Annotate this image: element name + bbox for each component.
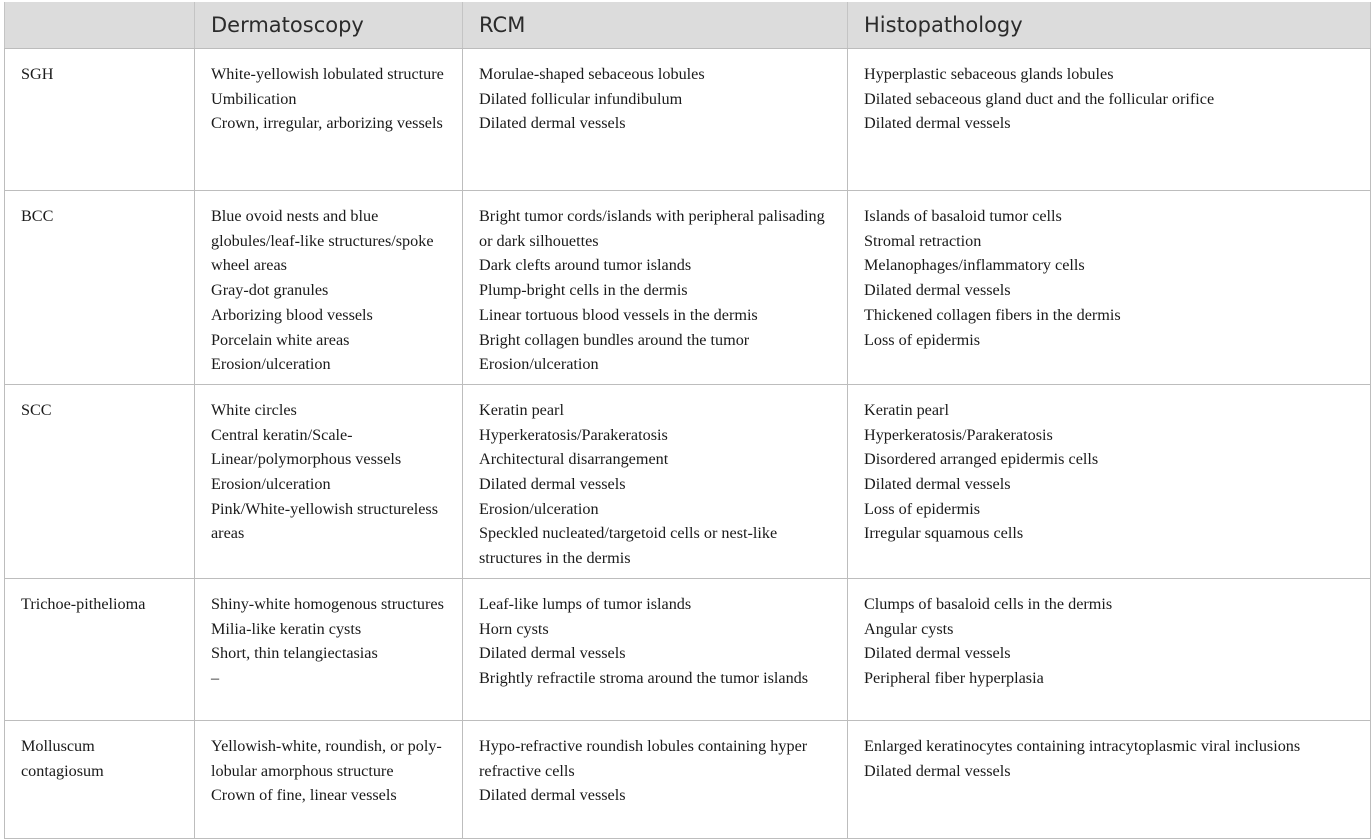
finding: Pink/White-yellowish structureless areas	[211, 499, 439, 543]
finding: Linear tortuous blood vessels in the dermis	[479, 305, 758, 324]
finding: Bright tumor cords/islands with peripheral palisading or dark silhouettes	[479, 207, 825, 250]
finding: Hyperkeratosis/Parakeratosis	[479, 425, 668, 444]
finding: Loss of epidermis	[864, 499, 980, 518]
row-label-sgh: SGH	[5, 49, 195, 191]
dermatoscopy-cell	[195, 720, 463, 838]
finding: Speckled nucleated/targetoid cells or nest-like structures in the dermis	[479, 524, 778, 568]
rcm-cell	[463, 191, 848, 385]
finding: Leaf-like lumps of tumor islands	[479, 594, 692, 613]
finding: Dilated dermal vessels	[864, 281, 1011, 300]
rcm-cell	[463, 49, 848, 191]
table-row	[5, 191, 1371, 385]
finding: Yellowish-white, roundish, or poly-lobular amorphous structure	[211, 736, 442, 780]
header-rcm: RCM	[463, 2, 848, 49]
finding: Dilated dermal vessels	[864, 644, 1011, 663]
finding: Islands of basaloid tumor cells	[864, 207, 1062, 225]
histopathology-cell	[848, 578, 1371, 720]
finding: Short, thin telangiectasias	[211, 644, 378, 663]
finding: Umbilication	[211, 89, 297, 108]
finding: Melanophages/inflammatory cells	[864, 256, 1085, 275]
finding: Dilated dermal vessels	[864, 475, 1011, 494]
row-label-molluscum: Molluscum contagiosum	[5, 720, 195, 838]
histopathology-cell	[848, 191, 1371, 385]
finding: Porcelain white areas	[211, 330, 350, 349]
finding: Dark clefts around tumor islands	[479, 256, 692, 275]
finding: Dilated dermal vessels	[479, 475, 626, 494]
finding: Dilated dermal vessels	[864, 114, 1011, 133]
table-row	[5, 384, 1371, 578]
finding: Dilated sebaceous gland duct and the follicular orifice	[864, 89, 1215, 108]
finding: Keratin pearl	[479, 400, 564, 419]
finding: Peripheral fiber hyperplasia	[864, 668, 1044, 687]
finding: Hyperplastic sebaceous glands lobules	[864, 65, 1114, 83]
finding: Brightly refractile stroma around the tumor islands	[479, 668, 809, 687]
finding: –	[211, 668, 220, 687]
finding: Gray-dot granules	[211, 281, 329, 300]
rcm-cell	[463, 578, 848, 720]
row-label-trichoepithelioma: Trichoe-pithelioma	[5, 578, 195, 720]
rcm-cell	[463, 384, 848, 578]
comparison-table	[4, 2, 1371, 839]
finding: Irregular squamous cells	[864, 524, 1024, 543]
finding: Dilated dermal vessels	[479, 786, 626, 805]
finding: Shiny-white homogenous structures	[211, 594, 444, 613]
finding: Erosion/ulceration	[211, 355, 331, 374]
finding: Dilated dermal vessels	[479, 114, 626, 133]
table-row	[5, 720, 1371, 838]
finding: White circles	[211, 400, 297, 419]
finding: Stromal retraction	[864, 231, 982, 250]
finding: Disordered arranged epidermis cells	[864, 450, 1099, 469]
finding: Angular cysts	[864, 619, 954, 638]
table-header	[5, 2, 1371, 49]
header-row	[5, 2, 1371, 49]
finding: Arborizing blood vessels	[211, 305, 373, 324]
dermatoscopy-cell	[195, 384, 463, 578]
table-row	[5, 49, 1371, 191]
finding: Clumps of basaloid cells in the dermis	[864, 594, 1113, 613]
row-label-bcc: BCC	[5, 191, 195, 385]
finding: Horn cysts	[479, 619, 549, 638]
finding: White-yellowish lobulated structure	[211, 65, 444, 83]
finding: Hyperkeratosis/Parakeratosis	[864, 425, 1053, 444]
finding: Dilated dermal vessels	[479, 644, 626, 663]
finding: Milia-like keratin cysts	[211, 619, 362, 638]
rcm-cell	[463, 720, 848, 838]
finding: Dilated dermal vessels	[864, 761, 1011, 780]
table-row	[5, 578, 1371, 720]
dermatoscopy-cell	[195, 578, 463, 720]
finding: Erosion/ulceration	[211, 475, 331, 494]
finding: Architectural disarrangement	[479, 450, 669, 469]
dermatoscopy-cell	[195, 191, 463, 385]
finding: Bright collagen bundles around the tumor	[479, 330, 750, 349]
finding: Plump-bright cells in the dermis	[479, 281, 688, 300]
finding: Central keratin/Scale-	[211, 425, 353, 444]
row-label-scc: SCC	[5, 384, 195, 578]
finding: Loss of epidermis	[864, 330, 980, 349]
finding: Morulae-shaped sebaceous lobules	[479, 65, 705, 83]
header-cell-blank	[5, 2, 195, 49]
finding: Dilated follicular infundibulum	[479, 89, 683, 108]
finding: Thickened collagen fibers in the dermis	[864, 305, 1121, 324]
finding: Erosion/ulceration	[479, 355, 599, 374]
finding: Crown of fine, linear vessels	[211, 786, 397, 805]
histopathology-cell	[848, 720, 1371, 838]
histopathology-cell	[848, 49, 1371, 191]
histopathology-cell	[848, 384, 1371, 578]
finding: Keratin pearl	[864, 400, 949, 419]
table-body	[5, 49, 1371, 839]
finding: Enlarged keratinocytes containing intracytoplasmic viral inclusions	[864, 736, 1301, 755]
dermatoscopy-cell	[195, 49, 463, 191]
finding: Linear/polymorphous vessels	[211, 450, 402, 469]
finding: Blue ovoid nests and blue globules/leaf-like structures/spoke wheel areas	[211, 207, 434, 275]
finding: Hypo-refractive roundish lobules containing hyper refractive cells	[479, 736, 808, 780]
header-dermatoscopy: Dermatoscopy	[195, 2, 463, 49]
header-histopathology: Histopathology	[848, 2, 1371, 49]
finding: Crown, irregular, arborizing vessels	[211, 114, 443, 133]
finding: Erosion/ulceration	[479, 499, 599, 518]
